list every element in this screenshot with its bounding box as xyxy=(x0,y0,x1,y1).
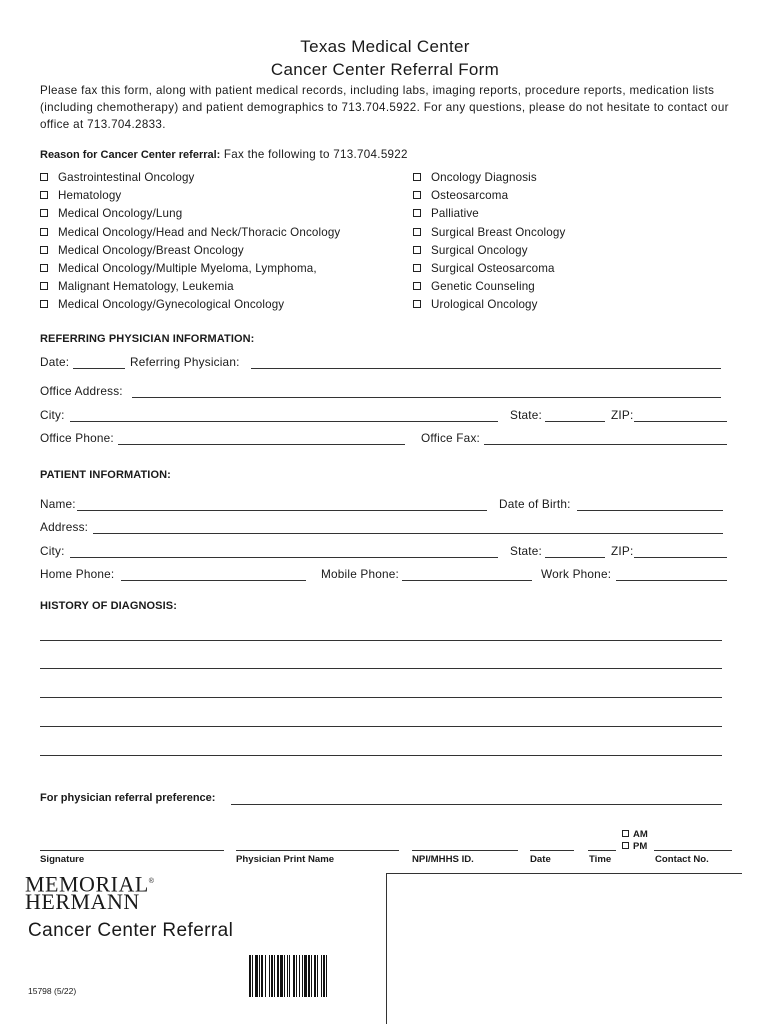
zip-field[interactable] xyxy=(634,557,727,558)
checkbox[interactable] xyxy=(40,300,48,308)
referring-physician-label: Referring Physician: xyxy=(130,355,240,369)
checkbox[interactable] xyxy=(40,246,48,254)
reason-options-left xyxy=(40,170,340,316)
checkbox[interactable] xyxy=(413,300,421,308)
checkbox[interactable] xyxy=(413,228,421,236)
dob-label: Date of Birth: xyxy=(499,497,571,511)
reason-option[interactable]: Gastrointestinal Oncology xyxy=(40,170,340,188)
work-phone-label: Work Phone: xyxy=(541,567,612,581)
reason-option[interactable]: Malignant Hematology, Leukemia xyxy=(40,279,340,297)
reason-option[interactable]: Palliative xyxy=(413,206,565,224)
signature-label: Signature xyxy=(40,854,85,865)
checkbox[interactable] xyxy=(413,282,421,290)
home-phone-field[interactable] xyxy=(121,580,306,581)
date-label: Date xyxy=(530,854,551,865)
time-field[interactable] xyxy=(588,850,616,851)
form-title-line2: Cancer Center Referral Form xyxy=(270,60,500,79)
reason-instruction: Fax the following to 713.704.5922 xyxy=(223,148,408,161)
am-option[interactable]: AM xyxy=(622,829,648,840)
time-label: Time xyxy=(589,854,612,865)
office-address-row xyxy=(40,384,728,400)
office-address-label: Office Address: xyxy=(40,384,123,398)
address-label: Address: xyxy=(40,520,89,534)
footer-divider-horizontal xyxy=(386,873,742,874)
office-phone-field[interactable] xyxy=(118,444,405,445)
history-line[interactable] xyxy=(40,755,722,756)
physician-phone-row xyxy=(40,431,728,447)
history-line[interactable] xyxy=(40,640,722,641)
reason-option[interactable]: Medical Oncology/Lung xyxy=(40,206,340,224)
patient-name-row xyxy=(40,497,728,513)
date-label: Date: xyxy=(40,355,70,369)
reason-options-right xyxy=(413,170,565,316)
footer-divider-vertical xyxy=(386,873,387,1024)
checkbox[interactable] xyxy=(413,246,421,254)
reason-option[interactable]: Medical Oncology/Gynecological Oncology xyxy=(40,297,340,315)
intro-paragraph: Please fax this form, along with patient medical records, including labs, imaging reports, procedure reports, medication lists (including chemotherapy) and patient demographics to 713.704.5922. For any questions, please do not hesitate to contact our office at 713.704.2833. xyxy=(40,84,729,131)
office-address-field[interactable] xyxy=(132,397,721,398)
date-field[interactable] xyxy=(530,850,574,851)
referral-preference-label: For physician referral preference: xyxy=(40,792,216,804)
dob-field[interactable] xyxy=(577,510,723,511)
checkbox[interactable] xyxy=(40,282,48,290)
reason-label: Reason for Cancer Center referral: xyxy=(40,149,221,161)
barcode xyxy=(247,955,369,997)
patient-address-row xyxy=(40,520,728,536)
checkbox[interactable] xyxy=(413,173,421,181)
date-field[interactable] xyxy=(73,368,125,369)
checkbox[interactable] xyxy=(40,264,48,272)
history-line[interactable] xyxy=(40,668,722,669)
patient-phone-row xyxy=(40,567,728,583)
history-section-heading: HISTORY OF DIAGNOSIS: xyxy=(40,600,177,612)
logo-line2: HERMANN xyxy=(25,889,140,915)
state-label: State: xyxy=(510,544,543,558)
reason-option[interactable]: Surgical Oncology xyxy=(413,243,565,261)
history-line[interactable] xyxy=(40,726,722,727)
name-label: Name: xyxy=(40,497,76,511)
npi-label: NPI/MHHS ID. xyxy=(412,854,474,865)
physician-date-row xyxy=(40,355,728,371)
pm-option[interactable]: PM xyxy=(622,841,647,852)
office-fax-label: Office Fax: xyxy=(421,431,481,445)
reason-option[interactable]: Osteosarcoma xyxy=(413,188,565,206)
checkbox[interactable] xyxy=(40,209,48,217)
reason-option[interactable]: Surgical Osteosarcoma xyxy=(413,261,565,279)
reason-option[interactable]: Medical Oncology/Breast Oncology xyxy=(40,243,340,261)
state-field[interactable] xyxy=(545,421,605,422)
checkbox[interactable] xyxy=(40,228,48,236)
reason-option[interactable]: Urological Oncology xyxy=(413,297,565,315)
logo-line1: MEMORIAL xyxy=(25,871,149,897)
contact-field[interactable] xyxy=(654,850,732,851)
zip-label: ZIP: xyxy=(611,408,634,422)
city-label: City: xyxy=(40,544,65,558)
patient-city-row xyxy=(40,544,728,560)
city-field[interactable] xyxy=(70,421,498,422)
npi-field[interactable] xyxy=(412,850,518,851)
reason-heading xyxy=(40,148,408,161)
name-field[interactable] xyxy=(77,510,487,511)
referral-preference-field[interactable] xyxy=(231,804,722,805)
checkbox[interactable] xyxy=(40,173,48,181)
contact-label: Contact No. xyxy=(655,854,709,865)
zip-field[interactable] xyxy=(634,421,727,422)
referring-physician-field[interactable] xyxy=(251,368,721,369)
signature-field[interactable] xyxy=(40,850,224,851)
office-fax-field[interactable] xyxy=(484,444,727,445)
memorial-hermann-logo xyxy=(25,871,155,915)
checkbox[interactable] xyxy=(622,830,629,837)
reason-option[interactable]: Surgical Breast Oncology xyxy=(413,225,565,243)
physician-section-heading: REFERRING PHYSICIAN INFORMATION: xyxy=(40,333,255,345)
print-name-field[interactable] xyxy=(236,850,399,851)
form-number: 15798 (5/22) xyxy=(28,986,77,996)
print-name-label: Physician Print Name xyxy=(236,854,335,865)
checkbox[interactable] xyxy=(413,191,421,199)
city-label: City: xyxy=(40,408,65,422)
reason-option[interactable]: Medical Oncology/Multiple Myeloma, Lymphoma, xyxy=(40,261,340,279)
zip-label: ZIP: xyxy=(611,544,634,558)
address-field[interactable] xyxy=(93,533,723,534)
footer-title: Cancer Center Referral xyxy=(28,920,234,941)
reason-option[interactable]: Oncology Diagnosis xyxy=(413,170,565,188)
physician-city-row xyxy=(40,408,728,424)
reason-option[interactable]: Medical Oncology/Head and Neck/Thoracic Oncology xyxy=(40,225,340,243)
reason-option[interactable]: Hematology xyxy=(40,188,340,206)
checkbox[interactable] xyxy=(413,209,421,217)
work-phone-field[interactable] xyxy=(616,580,727,581)
mobile-phone-label: Mobile Phone: xyxy=(321,567,400,581)
reason-option[interactable]: Genetic Counseling xyxy=(413,279,565,297)
checkbox[interactable] xyxy=(413,264,421,272)
state-label: State: xyxy=(510,408,543,422)
city-field[interactable] xyxy=(70,557,498,558)
form-title-line1: Texas Medical Center xyxy=(300,37,470,56)
mobile-phone-field[interactable] xyxy=(402,580,532,581)
checkbox[interactable] xyxy=(40,191,48,199)
history-line[interactable] xyxy=(40,697,722,698)
home-phone-label: Home Phone: xyxy=(40,567,115,581)
logo-trademark: ® xyxy=(148,878,155,885)
office-phone-label: Office Phone: xyxy=(40,431,114,445)
checkbox[interactable] xyxy=(622,842,629,849)
patient-section-heading: PATIENT INFORMATION: xyxy=(40,469,171,481)
state-field[interactable] xyxy=(545,557,605,558)
